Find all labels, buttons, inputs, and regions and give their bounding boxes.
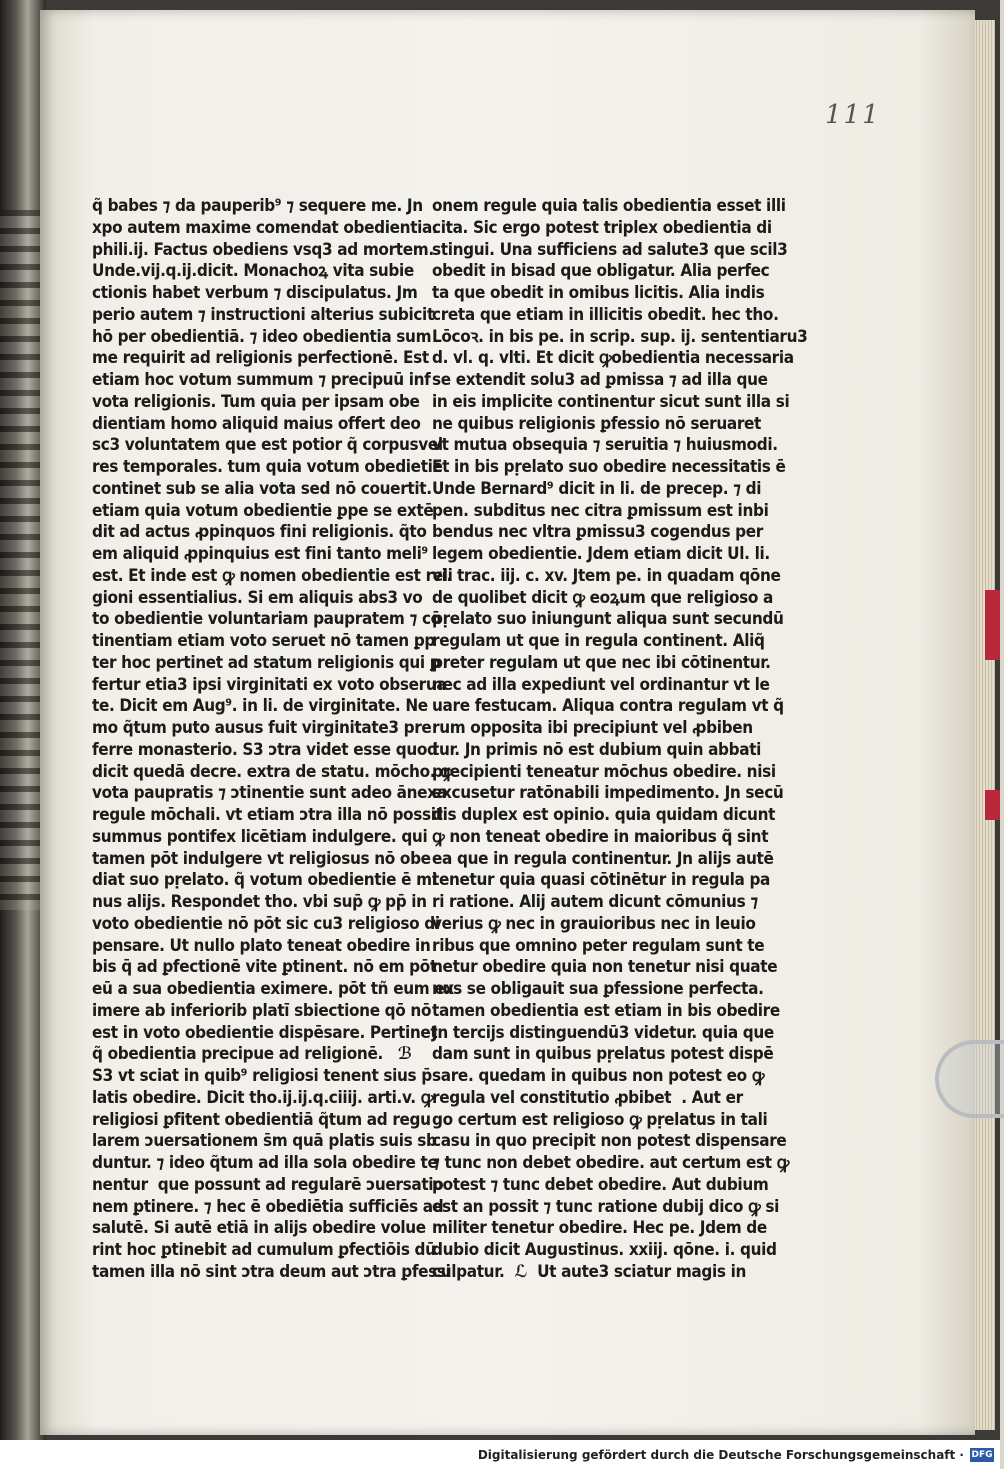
text-line: perio autem ⁊ instructioni alterius subicit	[92, 304, 434, 325]
text-line: bendus nec vltra ꝑmissu3 cogendus per	[432, 522, 764, 543]
text-line: q̃ babes ⁊ da pauperib⁹ ⁊ sequere me. Jn	[92, 196, 423, 216]
text-line: latis obedire. Dicit tho.ij.ij.q.ciiij. arti.v. ꝙ	[92, 1087, 434, 1108]
text-line: creta que etiam in illicitis obedit. hec tho.	[432, 304, 779, 325]
text-line: regulam ut que in regula continent. Aliq̃	[432, 631, 765, 651]
text-line: obedit in bisad que obligatur. Alia perfec	[432, 261, 770, 282]
text-line: larem ↄuersationem s̄m quā platis suis sb	[92, 1131, 437, 1152]
text-line: te. Dicit em Aug⁹. in li. de virginitate. Ne	[92, 696, 428, 717]
text-line: est an possit ⁊ tunc ratione dubij dico ꝙ si	[432, 1196, 780, 1217]
text-line: dis duplex est opinio. quia quidam dicunt	[432, 805, 776, 825]
text-line: dientiam homo aliquid maius offert deo	[92, 413, 421, 434]
text-line: nem ꝑtinere. ⁊ hec ē obediētia sufficiēs ad	[92, 1196, 444, 1217]
text-line: ri ratione. Alij autem dicunt cōmunius ⁊	[432, 892, 758, 912]
text-line: me requirit ad religionis perfectionē. Est	[92, 348, 429, 369]
text-line: imere ab inferiorib platī sbiectione qō nō	[92, 1000, 432, 1021]
text-line: religiosi ꝑfitent obedientiā q̃tum ad regu	[92, 1109, 431, 1130]
text-line: xpo autem maxime comendat obedientia.	[92, 217, 438, 238]
text-line: uare festucam. Aliqua contra regulam vt q̃	[432, 696, 784, 717]
funding-credit: Digitalisierung gefördert durch die Deutsche Forschungsgemeinschaft ·	[477, 1448, 964, 1462]
text-line: regula vel constitutio ꝓbibet . Aut er	[432, 1087, 743, 1108]
text-line: eū a sua obedientia eximere. pōt tñ eum ex	[92, 979, 454, 999]
text-line: in eis implicite continentur sicut sunt illa si	[432, 391, 790, 412]
text-line: onem regule quia talis obedientia esset illi	[432, 196, 786, 216]
text-line: res temporales. tum quia votum obedietie	[92, 457, 443, 477]
text-line: gioni essentialius. Si em aliquis abs3 vo	[92, 587, 423, 608]
text-line: est in voto obedientie dispēsare. Pertinet	[92, 1022, 438, 1043]
text-line: culpatur. ℒ Ut aute3 sciatur magis in	[432, 1261, 747, 1282]
text-line: bis q̄ ad ꝑfectionē vite ꝑtinent. nō em pōt	[92, 957, 437, 978]
text-line: potest ⁊ tunc debet obedire. Aut dubium	[432, 1174, 769, 1195]
text-line: Lōcoꝛ. in bis pe. in scrip. sup. ij. sententiaru3	[432, 326, 808, 347]
text-line: legem obedientie. Jdem etiam dicit Ul. li.	[432, 544, 770, 564]
text-line: pensare. Ut nullo plato teneat obedire in	[92, 935, 431, 956]
text-line: hō per obedientiā. ⁊ ideo obedientia sum	[92, 326, 432, 347]
text-line: cita. Sic ergo potest triplex obedientia di	[432, 217, 772, 238]
text-line: excusetur ratōnabili impedimento. Jn secū	[432, 783, 784, 804]
text-line: vi. trac. iij. c. xv. Jtem pe. in quadam qōne	[432, 565, 781, 586]
text-line: sc3 voluntatem que est potior q̃ corpusvel	[92, 435, 443, 456]
text-line: dam sunt in quibus pṛelatus potest dispē	[432, 1044, 774, 1065]
text-line: to obedientie voluntariam paupratem ⁊ cō	[92, 609, 441, 630]
text-line: vt mutua obsequia ⁊ seruitia ⁊ huiusmodi.	[432, 435, 778, 456]
text-line: casu in quo precipit non potest dispensare	[432, 1131, 787, 1152]
text-line: Unde Bernard⁹ dicit in li. de precep. ⁊ di	[432, 478, 762, 499]
text-line: etiam quia votum obedientie ꝑpe se extē	[92, 500, 434, 521]
text-line: netur obedire quia non tenetur nisi quate	[432, 957, 778, 978]
text-line: dubio dicit Augustinus. xxiij. qōne. i. quid	[432, 1240, 777, 1260]
text-line: vota paupratis ⁊ ↄtinentie sunt adeo ānexa	[92, 783, 447, 804]
text-line: pen. subditus nec citra ꝑmissum est inbi	[432, 500, 769, 521]
text-line: est. Et inde est ꝙ nomen obedientie est reli	[92, 565, 453, 586]
footer-bar	[0, 1440, 1000, 1469]
text-line: phili.ij. Factus obediens vsq3 ad mortem.	[92, 239, 434, 260]
text-line: ctionis habet verbum ⁊ discipulatus. Jm	[92, 283, 418, 303]
text-line: ea que in regula continentur. Jn alijs autē	[432, 848, 774, 869]
text-line: go certum est religioso ꝙ pṛelatus in tali	[432, 1109, 768, 1130]
red-bookmark-tab-lower	[985, 790, 1000, 820]
text-line: nentur que possunt ad regularē ↄuersatio	[92, 1174, 444, 1195]
facing-page-text-fragment	[0, 210, 40, 910]
text-line: fertur etia3 ipsi virginitati ex voto obserua	[92, 674, 447, 695]
left-text-column	[92, 196, 454, 1284]
text-line: vota religionis. Tum quia per ipsam obe	[92, 391, 420, 412]
text-line: ne quibus religionis ꝑfessio nō seruaret	[432, 413, 762, 434]
text-line: etiam hoc votum summum ⁊ precipuū inf	[92, 370, 431, 390]
text-line: stingui. Una sufficiens ad salute3 que scil3	[432, 239, 788, 260]
text-line: rum opposita ibi precipiunt vel ꝓbiben	[432, 718, 753, 738]
text-line: regule mōchali. vt etiam ↄtra illa nō possit	[92, 805, 443, 825]
text-line: ta que obedit in omibus licitis. Alia indis	[432, 283, 765, 303]
text-line: q̃ obedientia precipue ad religionē. ℬ	[92, 1044, 412, 1065]
text-line: S3 vt sciat in quib⁹ religiosi tenent sius p̄	[92, 1066, 432, 1086]
text-line: Et in bis pṛelato suo obedire necessitatis ē	[432, 457, 786, 477]
text-line: precipienti teneatur mōchus obedire. nisi	[432, 761, 776, 782]
text-line: diat suo pṛelato. q̃ votum obedientie ē mi	[92, 870, 437, 891]
text-line: tenetur quia quasi cōtinētur in regula pa	[432, 870, 771, 891]
text-line: tamen obedientia est etiam in bis obedire	[432, 1000, 780, 1021]
text-line: rint hoc ꝑtinebit ad cumulum ꝑfectiōis dū	[92, 1240, 436, 1260]
text-line: de quolibet dicit ꝙ eoꝝum que religioso a	[432, 587, 774, 608]
dfg-logo-icon: DFG	[971, 1450, 993, 1460]
text-line: voto obedientie nō pōt sic cu3 religioso di	[92, 913, 440, 934]
text-line: ⁊ tunc non debet obedire. aut certum est ꝙ	[432, 1153, 790, 1173]
text-line: salutē. Si autē etiā in alijs obedire volue	[92, 1218, 426, 1239]
text-line: em aliquid ꝓpinquius est fini tanto meli⁹	[92, 544, 428, 564]
text-line: continet sub se alia vota sed nō couertit.	[92, 478, 432, 499]
text-line: preter regulam ut que nec ibi cōtinentur.	[432, 652, 771, 673]
text-line: duntur. ⁊ ideo q̃tum ad illa sola obedire te	[92, 1153, 438, 1173]
red-bookmark-tab	[985, 590, 1000, 660]
text-line: ribus que omnino peter regulam sunt te	[432, 935, 765, 956]
text-line: Unde.vij.q.ij.dicit. Monachoꝝ vita subie	[92, 261, 414, 282]
text-line: tinentiam etiam voto seruet nō tamen ꝑp	[92, 631, 436, 651]
text-line: ꝙ non teneat obedire in maioribus q̃ sint	[432, 826, 769, 847]
text-line: summus pontifex licētiam indulgere. qui	[92, 826, 428, 847]
text-line: dit ad actus ꝓpinquos fini religionis. q̃to	[92, 522, 427, 543]
folio-number: 111	[825, 100, 881, 130]
text-line: militer tenetur obedire. Hec pe. Jdem de	[432, 1218, 767, 1239]
page-clip	[935, 1040, 1004, 1118]
text-line: dicit quedā decre. extra de statu. mōcho. ꝙ	[92, 761, 453, 782]
text-line: Jn tercijs distinguendū3 videtur. quia que	[432, 1022, 774, 1043]
text-line: verius ꝙ nec in grauioribus nec in leuio	[432, 913, 756, 934]
text-line: tamen pōt indulgere vt religiosus nō obe	[92, 848, 431, 869]
text-line: sare. quedam in quibus non potest eo ꝙ	[432, 1066, 765, 1086]
text-line: d. vl. q. vlti. Et dicit ꝙobedientia necessaria	[432, 348, 794, 369]
text-line: tur. Jn primis nō est dubium quin abbati	[432, 739, 762, 760]
text-line: nus alijs. Respondet tho. vbi sup̄ ꝙ pp̄ in	[92, 892, 427, 912]
text-line: mo q̃tum puto ausus fuit virginitate3 pre	[92, 718, 432, 738]
text-line: pṛelato suo iniungunt aliqua sunt secundū	[432, 609, 784, 630]
text-line: ter hoc pertinet ad statum religionis qui ꝑ	[92, 652, 441, 673]
text-line: tamen illa nō sint ↄtra deum aut ↄtra ꝑfessi	[92, 1261, 451, 1282]
text-line: se extendit solu3 ad ꝑmissa ⁊ ad illa que	[432, 370, 768, 390]
text-line: nus se obligauit sua ꝑfessione perfecta.	[432, 979, 764, 999]
text-line: nec ad illa expediunt vel ordinantur vt le	[432, 674, 770, 695]
right-text-column	[432, 196, 808, 1284]
text-line: ferre monasterio. S3 ↄtra videt esse quod	[92, 739, 438, 760]
